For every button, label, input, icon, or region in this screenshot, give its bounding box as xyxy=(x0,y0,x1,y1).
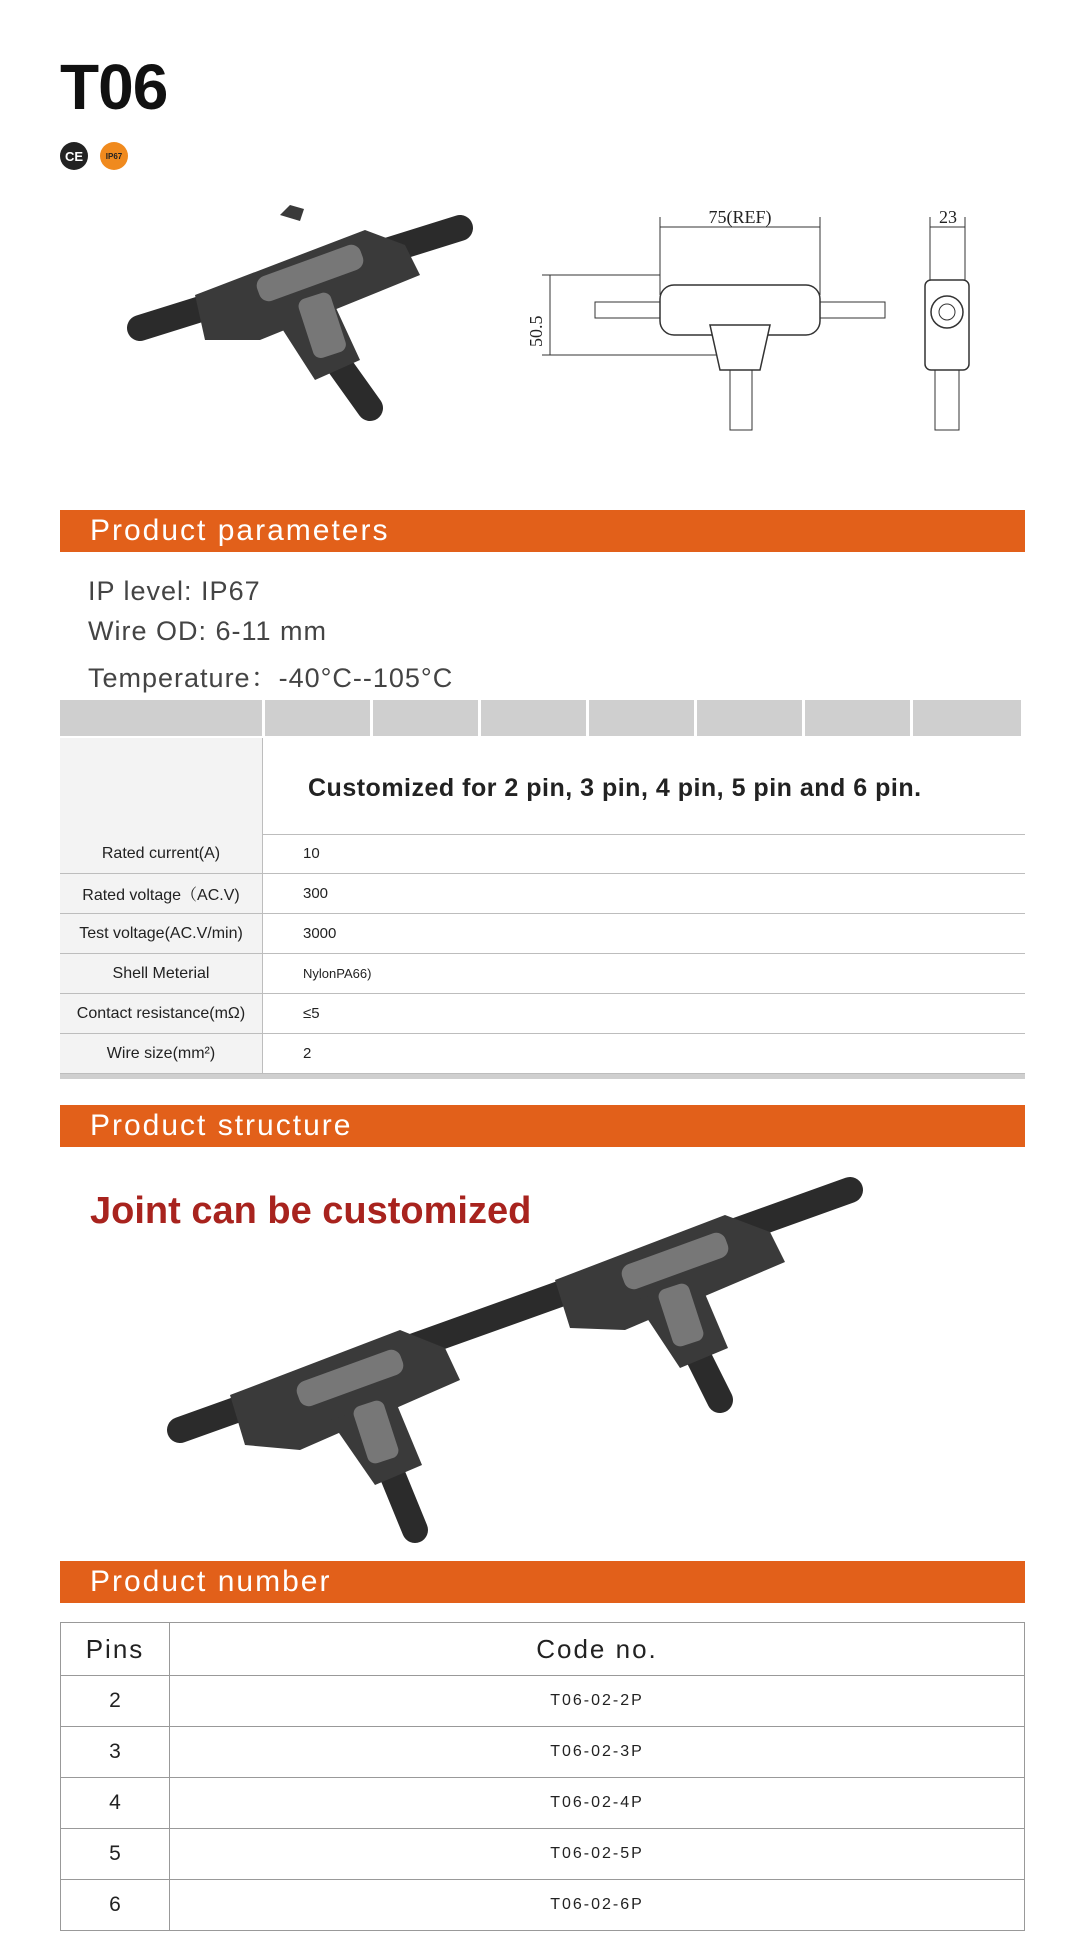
code-cell: T06-02-4P xyxy=(170,1778,1025,1829)
customized-note: Customized for 2 pin, 3 pin, 4 pin, 5 pin and 6 pin. xyxy=(308,774,922,802)
spec-row xyxy=(60,994,1025,1034)
spec-label: Rated voltage（AC.V) xyxy=(60,874,263,913)
spec-value: 300 xyxy=(303,885,329,902)
width-dimension: 75(REF) xyxy=(708,207,772,227)
param-ip-level: IP level: IP67 xyxy=(88,576,261,606)
spec-row xyxy=(60,914,1025,954)
spec-label: Contact resistance(mΩ) xyxy=(60,994,263,1033)
pins-cell: 3 xyxy=(61,1727,170,1778)
spec-value: 2 xyxy=(303,1045,312,1062)
spec-label: Rated current(A) xyxy=(60,834,263,873)
technical-drawing xyxy=(520,205,990,445)
ce-mark-icon: CE xyxy=(60,142,88,170)
pins-cell: 4 xyxy=(61,1778,170,1829)
section-title-parameters: Product parameters xyxy=(60,510,1025,552)
connector-product-image xyxy=(120,200,500,440)
section-title-structure: Product structure xyxy=(60,1105,1025,1147)
spec-row xyxy=(60,834,1025,874)
spec-label: Wire size(mm²) xyxy=(60,1034,263,1073)
spec-value: 10 xyxy=(303,845,320,862)
spec-row xyxy=(60,954,1025,994)
spec-table-footer xyxy=(60,1074,1025,1079)
param-wire-od: Wire OD: 6-11 mm xyxy=(88,616,328,646)
spec-value: ≤5 xyxy=(303,1005,320,1022)
table-row xyxy=(61,1778,1025,1829)
table-row xyxy=(61,1676,1025,1727)
spec-value: 3000 xyxy=(303,925,337,942)
code-cell: T06-02-5P xyxy=(170,1829,1025,1880)
spec-table-header xyxy=(60,700,1025,736)
code-cell: T06-02-2P xyxy=(170,1676,1025,1727)
ip67-mark-icon: IP67 xyxy=(100,142,128,170)
spec-row xyxy=(60,874,1025,914)
param-temperature: Temperature：-40°C--105°C xyxy=(88,663,454,693)
code-cell: T06-02-3P xyxy=(170,1727,1025,1778)
product-title: T06 xyxy=(60,51,168,123)
pins-cell: 5 xyxy=(61,1829,170,1880)
connector-one-icon xyxy=(230,1330,460,1485)
code-cell: T06-02-6P xyxy=(170,1880,1025,1931)
spec-label: Shell Meterial xyxy=(60,954,263,993)
spec-label: Test voltage(AC.V/min) xyxy=(60,914,263,953)
table-row xyxy=(61,1829,1025,1880)
depth-dimension: 23 xyxy=(939,207,957,227)
table-header-row xyxy=(61,1623,1025,1676)
spec-table xyxy=(60,834,1025,1074)
pins-header: Pins xyxy=(61,1623,170,1676)
table-row xyxy=(61,1880,1025,1931)
product-number-table xyxy=(60,1622,1025,1931)
spec-custom-row xyxy=(60,738,1025,835)
daisy-chain-image xyxy=(160,1170,880,1550)
height-dimension: 50.5 xyxy=(526,315,546,347)
section-title-number: Product number xyxy=(60,1561,1025,1603)
structure-headline: Joint can be customized xyxy=(90,1190,532,1232)
spec-row xyxy=(60,1034,1025,1074)
pins-cell: 2 xyxy=(61,1676,170,1727)
code-header: Code no. xyxy=(170,1623,1025,1676)
connector-two-icon xyxy=(555,1215,785,1368)
table-row xyxy=(61,1727,1025,1778)
pins-cell: 6 xyxy=(61,1880,170,1931)
spec-value: NylonPA66) xyxy=(303,966,372,981)
